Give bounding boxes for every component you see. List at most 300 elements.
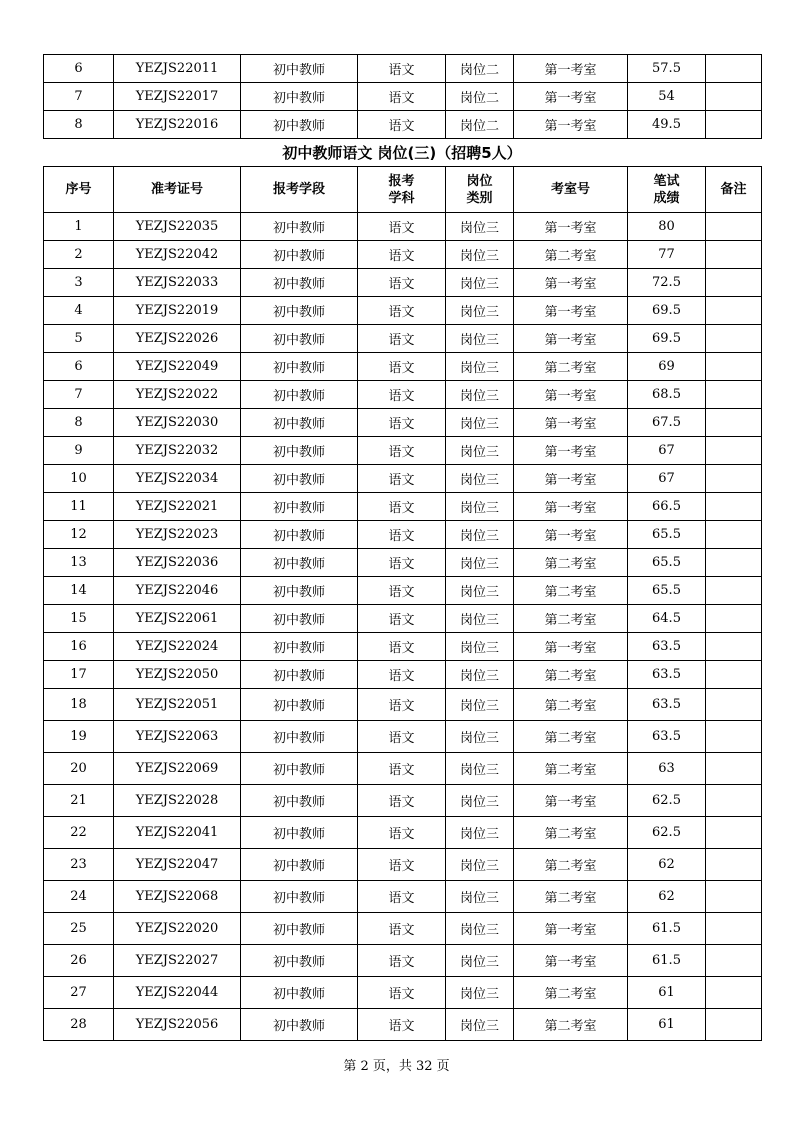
cell-id: YEZJS22046 <box>114 577 241 605</box>
cell-note <box>706 241 762 269</box>
cell-id: YEZJS22023 <box>114 521 241 549</box>
header-level: 报考学段 <box>241 167 358 213</box>
table-row <box>44 111 762 139</box>
cell-score: 63.5 <box>628 689 706 721</box>
cell-subject: 语文 <box>358 977 446 1009</box>
cell-room: 第一考室 <box>514 493 628 521</box>
cell-id: YEZJS22069 <box>114 753 241 785</box>
cell-level: 初中教师 <box>241 213 358 241</box>
cell-no: 22 <box>44 817 114 849</box>
cell-subject: 语文 <box>358 465 446 493</box>
cell-subject: 语文 <box>358 381 446 409</box>
cell-level: 初中教师 <box>241 55 358 83</box>
cell-note <box>706 605 762 633</box>
cell-level: 初中教师 <box>241 437 358 465</box>
cell-no: 7 <box>44 83 114 111</box>
table-body <box>44 213 762 1041</box>
cell-post: 岗位三 <box>446 521 514 549</box>
cell-id: YEZJS22047 <box>114 849 241 881</box>
cell-level: 初中教师 <box>241 241 358 269</box>
cell-subject: 语文 <box>358 111 446 139</box>
cell-note <box>706 353 762 381</box>
cell-room: 第一考室 <box>514 381 628 409</box>
score-table <box>43 166 762 1041</box>
cell-post: 岗位三 <box>446 409 514 437</box>
cell-level: 初中教师 <box>241 269 358 297</box>
section-title: 初中教师语文 岗位(三)（招聘5人） <box>282 144 522 162</box>
cell-note <box>706 661 762 689</box>
cell-note <box>706 721 762 753</box>
cell-level: 初中教师 <box>241 605 358 633</box>
cell-note <box>706 465 762 493</box>
table-row <box>44 945 762 977</box>
table-row <box>44 913 762 945</box>
cell-room: 第二考室 <box>514 689 628 721</box>
cell-no: 18 <box>44 689 114 721</box>
cell-room: 第一考室 <box>514 409 628 437</box>
cell-subject: 语文 <box>358 353 446 381</box>
cell-no: 9 <box>44 437 114 465</box>
cell-level: 初中教师 <box>241 661 358 689</box>
cell-note <box>706 409 762 437</box>
cell-score: 65.5 <box>628 521 706 549</box>
cell-subject: 语文 <box>358 521 446 549</box>
cell-no: 17 <box>44 661 114 689</box>
cell-level: 初中教师 <box>241 325 358 353</box>
cell-post: 岗位三 <box>446 465 514 493</box>
cell-post: 岗位三 <box>446 381 514 409</box>
cell-subject: 语文 <box>358 849 446 881</box>
header-post-line2: 类别 <box>466 190 493 206</box>
cell-no: 24 <box>44 881 114 913</box>
cell-score: 61 <box>628 977 706 1009</box>
cell-subject: 语文 <box>358 753 446 785</box>
cell-note <box>706 111 762 139</box>
header-room: 考室号 <box>514 167 628 213</box>
cell-note <box>706 297 762 325</box>
cell-post: 岗位三 <box>446 269 514 297</box>
cell-score: 61.5 <box>628 913 706 945</box>
cell-score: 62.5 <box>628 817 706 849</box>
table-row <box>44 241 762 269</box>
cell-level: 初中教师 <box>241 721 358 753</box>
previous-section-body <box>44 55 762 139</box>
cell-score: 67 <box>628 437 706 465</box>
table-row <box>44 521 762 549</box>
cell-no: 7 <box>44 381 114 409</box>
cell-post: 岗位三 <box>446 549 514 577</box>
cell-id: YEZJS22042 <box>114 241 241 269</box>
table-row <box>44 55 762 83</box>
cell-id: YEZJS22019 <box>114 297 241 325</box>
header-score-line2: 成绩 <box>653 190 680 206</box>
cell-subject: 语文 <box>358 1009 446 1041</box>
cell-score: 64.5 <box>628 605 706 633</box>
cell-room: 第一考室 <box>514 521 628 549</box>
cell-no: 25 <box>44 913 114 945</box>
cell-note <box>706 55 762 83</box>
cell-no: 11 <box>44 493 114 521</box>
cell-post: 岗位三 <box>446 785 514 817</box>
table-row <box>44 605 762 633</box>
cell-id: YEZJS22020 <box>114 913 241 945</box>
cell-no: 15 <box>44 605 114 633</box>
cell-note <box>706 881 762 913</box>
cell-score: 68.5 <box>628 381 706 409</box>
table-row <box>44 297 762 325</box>
header-post <box>446 167 514 213</box>
table-row <box>44 549 762 577</box>
cell-level: 初中教师 <box>241 83 358 111</box>
cell-id: YEZJS22049 <box>114 353 241 381</box>
cell-id: YEZJS22061 <box>114 605 241 633</box>
cell-subject: 语文 <box>358 881 446 913</box>
header-subject-line1: 报考 <box>388 173 415 189</box>
cell-post: 岗位三 <box>446 325 514 353</box>
cell-note <box>706 913 762 945</box>
cell-room: 第二考室 <box>514 849 628 881</box>
cell-level: 初中教师 <box>241 633 358 661</box>
cell-subject: 语文 <box>358 689 446 721</box>
cell-no: 1 <box>44 213 114 241</box>
cell-subject: 语文 <box>358 437 446 465</box>
cell-level: 初中教师 <box>241 493 358 521</box>
cell-score: 57.5 <box>628 55 706 83</box>
cell-id: YEZJS22026 <box>114 325 241 353</box>
table-row <box>44 881 762 913</box>
cell-subject: 语文 <box>358 785 446 817</box>
cell-note <box>706 521 762 549</box>
table-row <box>44 1009 762 1041</box>
cell-id: YEZJS22036 <box>114 549 241 577</box>
cell-score: 61.5 <box>628 945 706 977</box>
cell-id: YEZJS22063 <box>114 721 241 753</box>
cell-score: 69 <box>628 353 706 381</box>
cell-no: 6 <box>44 55 114 83</box>
cell-subject: 语文 <box>358 325 446 353</box>
cell-no: 8 <box>44 111 114 139</box>
cell-room: 第二考室 <box>514 549 628 577</box>
header-score <box>628 167 706 213</box>
cell-id: YEZJS22035 <box>114 213 241 241</box>
table-row <box>44 577 762 605</box>
cell-subject: 语文 <box>358 721 446 753</box>
cell-no: 14 <box>44 577 114 605</box>
table-row <box>44 437 762 465</box>
cell-post: 岗位三 <box>446 633 514 661</box>
cell-room: 第一考室 <box>514 213 628 241</box>
table-row <box>44 721 762 753</box>
cell-room: 第一考室 <box>514 111 628 139</box>
cell-score: 63 <box>628 753 706 785</box>
cell-subject: 语文 <box>358 297 446 325</box>
header-no: 序号 <box>44 167 114 213</box>
cell-score: 72.5 <box>628 269 706 297</box>
table-row <box>44 381 762 409</box>
cell-id: YEZJS22051 <box>114 689 241 721</box>
cell-score: 54 <box>628 83 706 111</box>
cell-note <box>706 849 762 881</box>
cell-score: 65.5 <box>628 549 706 577</box>
cell-note <box>706 785 762 817</box>
table-row <box>44 353 762 381</box>
cell-room: 第二考室 <box>514 353 628 381</box>
page-footer: 第 2 页，共 32 页 <box>343 1059 450 1074</box>
table-header <box>44 167 762 213</box>
cell-subject: 语文 <box>358 241 446 269</box>
cell-post: 岗位三 <box>446 689 514 721</box>
cell-post: 岗位三 <box>446 849 514 881</box>
cell-id: YEZJS22050 <box>114 661 241 689</box>
cell-level: 初中教师 <box>241 753 358 785</box>
cell-no: 4 <box>44 297 114 325</box>
cell-level: 初中教师 <box>241 817 358 849</box>
cell-post: 岗位三 <box>446 1009 514 1041</box>
cell-room: 第一考室 <box>514 913 628 945</box>
cell-no: 5 <box>44 325 114 353</box>
cell-id: YEZJS22056 <box>114 1009 241 1041</box>
cell-score: 63.5 <box>628 633 706 661</box>
cell-level: 初中教师 <box>241 977 358 1009</box>
cell-no: 21 <box>44 785 114 817</box>
header-subject <box>358 167 446 213</box>
cell-room: 第二考室 <box>514 977 628 1009</box>
cell-note <box>706 381 762 409</box>
cell-score: 61 <box>628 1009 706 1041</box>
cell-room: 第二考室 <box>514 753 628 785</box>
cell-subject: 语文 <box>358 213 446 241</box>
cell-id: YEZJS22028 <box>114 785 241 817</box>
header-subject-line2: 学科 <box>388 190 415 206</box>
cell-id: YEZJS22022 <box>114 381 241 409</box>
cell-post: 岗位三 <box>446 945 514 977</box>
cell-no: 28 <box>44 1009 114 1041</box>
cell-no: 13 <box>44 549 114 577</box>
cell-note <box>706 577 762 605</box>
previous-section-table <box>43 54 762 139</box>
cell-room: 第一考室 <box>514 83 628 111</box>
cell-level: 初中教师 <box>241 465 358 493</box>
cell-subject: 语文 <box>358 913 446 945</box>
table-row <box>44 849 762 881</box>
cell-note <box>706 689 762 721</box>
cell-score: 69.5 <box>628 325 706 353</box>
table-row <box>44 325 762 353</box>
cell-post: 岗位三 <box>446 213 514 241</box>
table-row <box>44 493 762 521</box>
cell-score: 62.5 <box>628 785 706 817</box>
cell-id: YEZJS22024 <box>114 633 241 661</box>
cell-id: YEZJS22030 <box>114 409 241 437</box>
cell-note <box>706 493 762 521</box>
cell-note <box>706 325 762 353</box>
cell-note <box>706 977 762 1009</box>
cell-id: YEZJS22033 <box>114 269 241 297</box>
cell-post: 岗位三 <box>446 881 514 913</box>
cell-score: 63.5 <box>628 721 706 753</box>
cell-note <box>706 213 762 241</box>
cell-note <box>706 437 762 465</box>
cell-no: 20 <box>44 753 114 785</box>
cell-room: 第二考室 <box>514 721 628 753</box>
cell-no: 2 <box>44 241 114 269</box>
cell-note <box>706 83 762 111</box>
cell-subject: 语文 <box>358 577 446 605</box>
table-row <box>44 83 762 111</box>
table-row <box>44 817 762 849</box>
cell-id: YEZJS22044 <box>114 977 241 1009</box>
cell-no: 3 <box>44 269 114 297</box>
cell-score: 63.5 <box>628 661 706 689</box>
cell-level: 初中教师 <box>241 945 358 977</box>
cell-level: 初中教师 <box>241 409 358 437</box>
cell-note <box>706 753 762 785</box>
header-row <box>44 167 762 213</box>
cell-post: 岗位三 <box>446 721 514 753</box>
cell-post: 岗位三 <box>446 817 514 849</box>
cell-post: 岗位三 <box>446 297 514 325</box>
header-note: 备注 <box>706 167 762 213</box>
cell-note <box>706 269 762 297</box>
cell-level: 初中教师 <box>241 111 358 139</box>
cell-post: 岗位三 <box>446 241 514 269</box>
cell-room: 第一考室 <box>514 325 628 353</box>
cell-level: 初中教师 <box>241 577 358 605</box>
cell-id: YEZJS22027 <box>114 945 241 977</box>
cell-post: 岗位三 <box>446 977 514 1009</box>
cell-score: 80 <box>628 213 706 241</box>
cell-subject: 语文 <box>358 605 446 633</box>
cell-score: 62 <box>628 881 706 913</box>
cell-no: 23 <box>44 849 114 881</box>
cell-no: 26 <box>44 945 114 977</box>
cell-note <box>706 1009 762 1041</box>
cell-no: 19 <box>44 721 114 753</box>
cell-level: 初中教师 <box>241 381 358 409</box>
cell-post: 岗位二 <box>446 55 514 83</box>
cell-score: 65.5 <box>628 577 706 605</box>
cell-note <box>706 945 762 977</box>
cell-subject: 语文 <box>358 83 446 111</box>
cell-id: YEZJS22032 <box>114 437 241 465</box>
cell-post: 岗位三 <box>446 753 514 785</box>
cell-level: 初中教师 <box>241 785 358 817</box>
cell-post: 岗位三 <box>446 493 514 521</box>
cell-score: 67.5 <box>628 409 706 437</box>
cell-level: 初中教师 <box>241 913 358 945</box>
header-exam-id: 准考证号 <box>114 167 241 213</box>
cell-subject: 语文 <box>358 661 446 689</box>
cell-id: YEZJS22068 <box>114 881 241 913</box>
header-post-line1: 岗位 <box>466 173 493 189</box>
cell-level: 初中教师 <box>241 689 358 721</box>
cell-post: 岗位三 <box>446 605 514 633</box>
cell-no: 12 <box>44 521 114 549</box>
cell-room: 第二考室 <box>514 241 628 269</box>
cell-room: 第一考室 <box>514 465 628 493</box>
table-row <box>44 785 762 817</box>
cell-level: 初中教师 <box>241 297 358 325</box>
cell-id: YEZJS22034 <box>114 465 241 493</box>
cell-note <box>706 633 762 661</box>
table-row <box>44 269 762 297</box>
cell-no: 27 <box>44 977 114 1009</box>
table-row <box>44 409 762 437</box>
cell-room: 第一考室 <box>514 945 628 977</box>
cell-subject: 语文 <box>358 409 446 437</box>
cell-post: 岗位三 <box>446 577 514 605</box>
cell-room: 第二考室 <box>514 605 628 633</box>
table-row <box>44 689 762 721</box>
cell-room: 第二考室 <box>514 577 628 605</box>
cell-subject: 语文 <box>358 269 446 297</box>
table-row <box>44 977 762 1009</box>
cell-level: 初中教师 <box>241 1009 358 1041</box>
cell-score: 77 <box>628 241 706 269</box>
cell-room: 第一考室 <box>514 633 628 661</box>
cell-score: 62 <box>628 849 706 881</box>
cell-post: 岗位三 <box>446 437 514 465</box>
table-row <box>44 465 762 493</box>
cell-room: 第一考室 <box>514 297 628 325</box>
cell-score: 66.5 <box>628 493 706 521</box>
cell-id: YEZJS22041 <box>114 817 241 849</box>
cell-subject: 语文 <box>358 493 446 521</box>
header-score-line1: 笔试 <box>653 173 680 189</box>
cell-subject: 语文 <box>358 817 446 849</box>
table-row <box>44 661 762 689</box>
cell-room: 第一考室 <box>514 785 628 817</box>
cell-score: 69.5 <box>628 297 706 325</box>
cell-post: 岗位三 <box>446 661 514 689</box>
cell-post: 岗位二 <box>446 83 514 111</box>
cell-id: YEZJS22011 <box>114 55 241 83</box>
cell-id: YEZJS22021 <box>114 493 241 521</box>
cell-score: 49.5 <box>628 111 706 139</box>
cell-id: YEZJS22017 <box>114 83 241 111</box>
cell-room: 第一考室 <box>514 437 628 465</box>
cell-subject: 语文 <box>358 549 446 577</box>
cell-no: 6 <box>44 353 114 381</box>
cell-room: 第二考室 <box>514 661 628 689</box>
table-row <box>44 633 762 661</box>
cell-no: 16 <box>44 633 114 661</box>
cell-score: 67 <box>628 465 706 493</box>
cell-level: 初中教师 <box>241 549 358 577</box>
cell-room: 第一考室 <box>514 55 628 83</box>
cell-level: 初中教师 <box>241 849 358 881</box>
cell-level: 初中教师 <box>241 353 358 381</box>
cell-post: 岗位三 <box>446 353 514 381</box>
cell-level: 初中教师 <box>241 521 358 549</box>
cell-subject: 语文 <box>358 633 446 661</box>
table-row <box>44 213 762 241</box>
cell-no: 8 <box>44 409 114 437</box>
cell-room: 第二考室 <box>514 881 628 913</box>
cell-note <box>706 817 762 849</box>
cell-subject: 语文 <box>358 55 446 83</box>
cell-post: 岗位二 <box>446 111 514 139</box>
cell-note <box>706 549 762 577</box>
cell-post: 岗位三 <box>446 913 514 945</box>
cell-room: 第一考室 <box>514 269 628 297</box>
table-row <box>44 753 762 785</box>
cell-level: 初中教师 <box>241 881 358 913</box>
cell-id: YEZJS22016 <box>114 111 241 139</box>
cell-no: 10 <box>44 465 114 493</box>
cell-room: 第二考室 <box>514 1009 628 1041</box>
cell-room: 第二考室 <box>514 817 628 849</box>
